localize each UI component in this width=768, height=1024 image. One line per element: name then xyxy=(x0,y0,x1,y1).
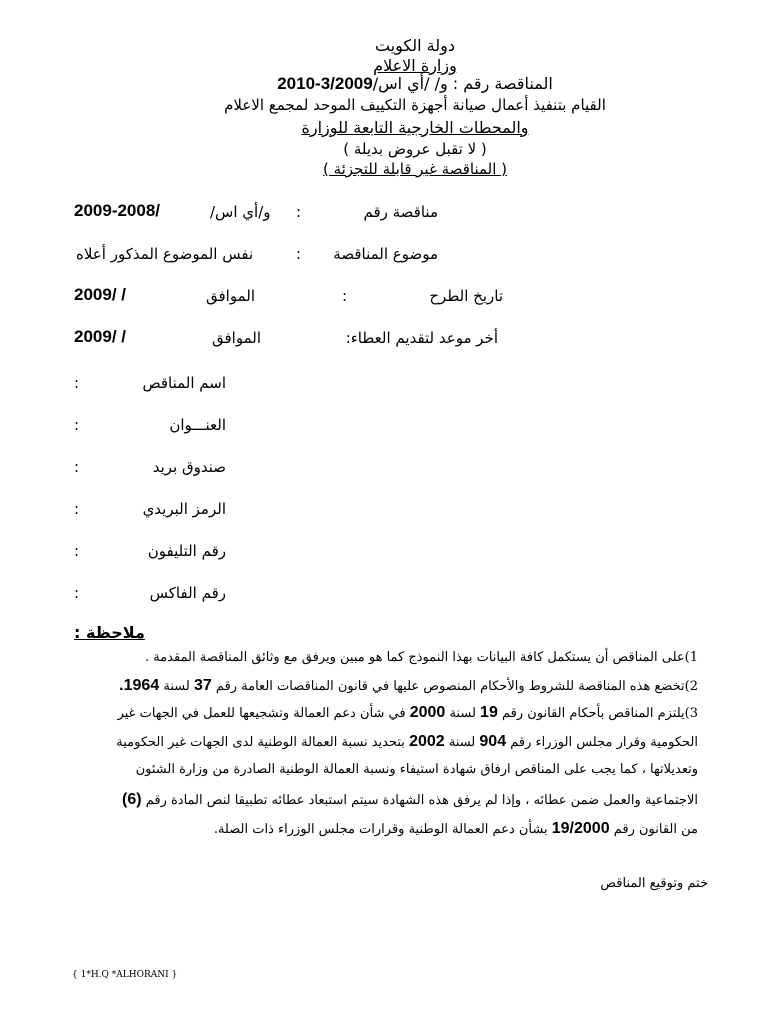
bidder-name-colon: : xyxy=(74,374,80,392)
note-4-text-a: الحكومية وقرار مجلس الوزراء رقم xyxy=(510,735,698,750)
note-6-article-number: (6) xyxy=(122,791,142,808)
note-line-3 xyxy=(58,704,698,722)
subject-value: نفس الموضوع المذكور أعلاه xyxy=(76,245,254,263)
pobox-label: صندوق بريد xyxy=(152,458,226,476)
note-7-text-b: بشأن دعم العمالة الوطنية وقرارات مجلس الوزراء ذات الصلة. xyxy=(213,822,548,837)
note-line-2 xyxy=(58,677,698,695)
phone-label: رقم التليفون xyxy=(147,542,226,560)
note-line-1: 1)على المناقص أن يستكمل كافة البيانات بهذا النموذج كما هو مبين ويرفق مع وثائق المناقصة المقدمة . xyxy=(144,650,698,665)
country-title: دولة الكويت xyxy=(375,36,455,55)
subject-label: موضوع المناقصة xyxy=(333,245,438,263)
note-3-text-c: في شأن دعم العمالة وتشجيعها للعمل في الجهات غير xyxy=(117,706,406,721)
deadline-corresponding-label: الموافق xyxy=(212,329,262,347)
note-2-law-year: 1964. xyxy=(119,677,160,694)
note-4-text-b: لسنة xyxy=(448,735,476,750)
postal-code-label: الرمز البريدي xyxy=(142,500,226,518)
subject-colon: : xyxy=(296,245,302,263)
note-3-law-number: 19 xyxy=(480,704,498,721)
address-label: العنـــوان xyxy=(169,416,226,434)
tender-number-value: 2010-3/2009 xyxy=(277,74,373,93)
subject-line-2: والمحطات الخارجية التابعة للوزارة xyxy=(301,118,529,137)
postal-code-colon: : xyxy=(74,500,80,518)
pobox-colon: : xyxy=(74,458,80,476)
note-7-text-a: من القانون رقم xyxy=(613,822,698,837)
note-line-5: وتعديلاتها ، كما يجب على المناقص ارفاق شهادة استيفاء ونسبة العمالة الوطنية الصادرة من وزارة الشئون xyxy=(135,762,698,777)
note-7-law-number: 19/2000 xyxy=(551,820,610,837)
tender-no-label: مناقصة رقم xyxy=(363,203,438,221)
subject-line-1: القيام بتنفيذ أعمال صيانة أجهزة التكييف الموحد لمجمع الاعلام xyxy=(224,96,606,114)
note-6-text-a: الاجتماعية والعمل ضمن عطائه ، وإذا لم يرفق هذه الشهادة سيتم استبعاد عطائه تطبيقا لنص المادة رقم xyxy=(145,793,698,808)
bidder-name-label: اسم المناقص xyxy=(142,374,226,392)
no-alternative-bids-note: ( لا تقبل عروض بديلة ) xyxy=(343,140,487,158)
note-4-decision-number: 904 xyxy=(479,733,507,750)
fax-label: رقم الفاكس xyxy=(149,584,226,602)
tender-no-colon: : xyxy=(296,203,302,221)
ministry-title: وزارة الاعلام xyxy=(373,56,457,75)
note-2-text-a: 2)تخضع هذه المناقصة للشروط والأحكام المنصوص عليها في قانون المناقصات العامة رقم xyxy=(215,679,698,694)
note-2-law-number: 37 xyxy=(193,677,212,694)
indivisible-tender-note: ( المناقصة غير قابلة للتجزئة ) xyxy=(322,160,508,178)
issue-date-value: 2009/ / xyxy=(74,285,126,304)
footer-reference: { 1*H.Q *ALHORANI } xyxy=(72,970,178,980)
note-3-text-b: لسنة xyxy=(449,706,476,721)
deadline-label: أخر موعد لتقديم العطاء: xyxy=(345,329,498,347)
tender-number-line xyxy=(120,74,710,94)
issue-date-label: تاريخ الطرح xyxy=(429,287,503,305)
notes-title: ملاحظة : xyxy=(74,623,145,642)
note-3-text-a: 3)يلتزم المناقص بأحكام القانون رقم xyxy=(501,706,698,721)
note-4-text-c: بتحديد نسبة العمالة الوطنية لدى الجهات غير الحكومية xyxy=(116,735,405,750)
tender-number-label: المناقصة رقم : و/ /أي اس/ xyxy=(372,74,553,93)
note-2-text-b: لسنة xyxy=(163,679,190,694)
note-line-7 xyxy=(58,820,698,838)
note-3-law-year: 2000 xyxy=(409,704,446,721)
note-line-4 xyxy=(58,733,698,751)
address-colon: : xyxy=(74,416,80,434)
issue-date-colon: : xyxy=(342,287,348,305)
tender-no-prefix: و/أي اس/ xyxy=(210,203,271,221)
bidder-stamp-signature-label: ختم وتوقيع المناقص xyxy=(600,876,708,891)
note-line-6 xyxy=(58,791,698,809)
phone-colon: : xyxy=(74,542,80,560)
fax-colon: : xyxy=(74,584,80,602)
issue-corresponding-label: الموافق xyxy=(206,287,256,305)
note-4-decision-year: 2002 xyxy=(409,733,445,750)
tender-no-value: 2009-2008/ xyxy=(74,201,161,220)
deadline-date-value: 2009/ / xyxy=(74,327,126,346)
